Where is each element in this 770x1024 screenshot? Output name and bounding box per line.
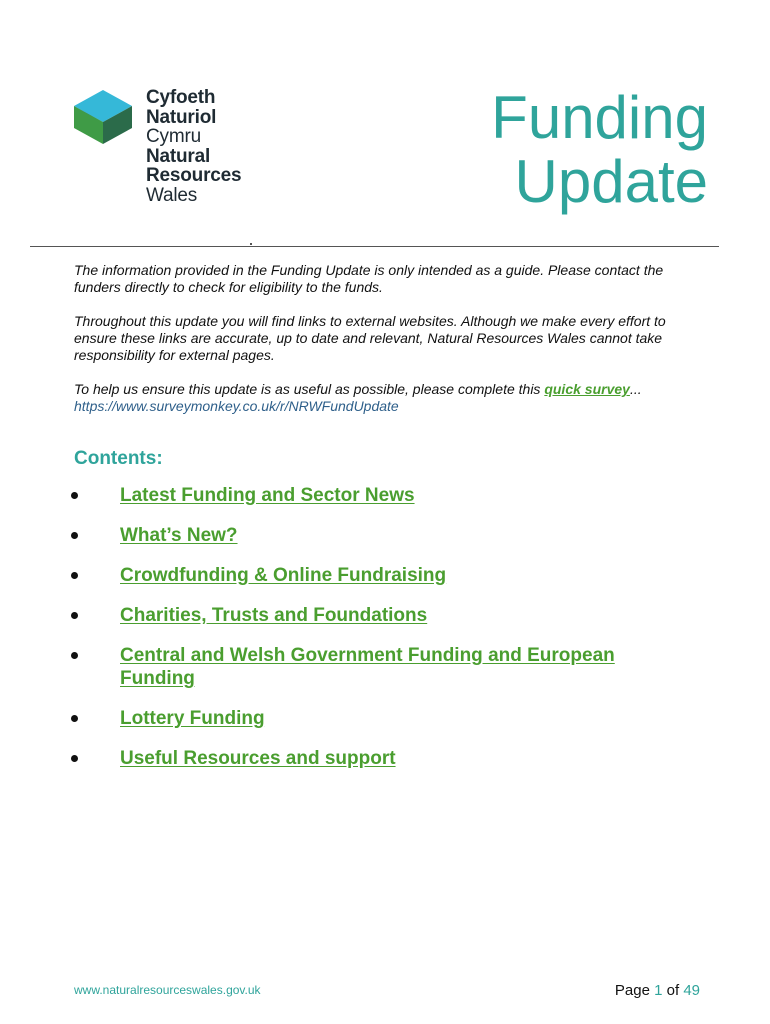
- survey-text: To help us ensure this update is as useful as possible, please complete this: [74, 381, 545, 397]
- intro-paragraph-links: Throughout this update you will find links to external websites. Although we make every effort to ensure these links are accurate, up to date and relevant, Natural Resources Wales cannot take responsibility for external pages.: [74, 313, 666, 363]
- logo-line-resources: Resources: [146, 165, 242, 186]
- bullet-icon: [71, 572, 78, 579]
- intro-section: [74, 262, 694, 432]
- logo-line-natural: Natural: [146, 145, 211, 167]
- title-line-1: Funding: [491, 84, 708, 151]
- bullet-icon: [71, 652, 78, 659]
- nrw-logo: [72, 88, 272, 208]
- nrw-logo-mark-icon: [72, 88, 134, 146]
- toc-link-government-funding[interactable]: Central and Welsh Government Funding and European Funding: [120, 645, 615, 689]
- logo-wordmark: [146, 88, 241, 205]
- list-item: [70, 564, 670, 587]
- page-number: [615, 982, 700, 999]
- list-item: [70, 747, 670, 770]
- page-of: of: [666, 982, 680, 999]
- logo-line-cyfoeth: Cyfoeth: [146, 87, 216, 108]
- page-title: [491, 86, 708, 214]
- logo-line-cymru: Cymru: [146, 126, 201, 147]
- list-item: [70, 707, 670, 730]
- bullet-icon: [71, 612, 78, 619]
- page-total: 49: [683, 982, 700, 999]
- header-divider: [30, 246, 719, 247]
- page-label: Page: [614, 982, 650, 999]
- intro-paragraph-guide: The information provided in the Funding Update is only intended as a guide. Please contact the funders directly to check for eligibility to the funds.: [74, 262, 664, 295]
- bullet-icon: [71, 715, 78, 722]
- toc-link-latest-funding[interactable]: Latest Funding and Sector News: [120, 485, 415, 506]
- list-item: [70, 644, 670, 690]
- survey-url[interactable]: https://www.surveymonkey.co.uk/r/NRWFundUpdate: [74, 398, 399, 414]
- contents-heading: Contents:: [74, 448, 163, 469]
- logo-line-naturiol: Naturiol: [146, 106, 217, 128]
- quick-survey-link[interactable]: quick survey: [544, 381, 630, 397]
- survey-ellipsis: ...: [629, 381, 642, 397]
- toc-link-charities[interactable]: Charities, Trusts and Foundations: [120, 605, 428, 626]
- bullet-icon: [71, 755, 78, 762]
- bullet-icon: [71, 492, 78, 499]
- title-line-2: Update: [514, 148, 708, 215]
- toc-link-crowdfunding[interactable]: Crowdfunding & Online Fundraising: [120, 565, 447, 586]
- list-item: [70, 484, 670, 507]
- list-item: [70, 524, 670, 547]
- divider-mark: [250, 243, 252, 245]
- logo-line-wales: Wales: [146, 184, 198, 206]
- toc-link-lottery[interactable]: Lottery Funding: [120, 708, 265, 729]
- toc-link-resources[interactable]: Useful Resources and support: [120, 748, 396, 769]
- intro-paragraph-survey: [74, 381, 694, 415]
- bullet-icon: [71, 532, 78, 539]
- contents-list: [70, 484, 670, 787]
- toc-link-whats-new[interactable]: What’s New?: [120, 525, 238, 546]
- footer-website[interactable]: www.naturalresourceswales.gov.uk: [74, 983, 261, 997]
- list-item: [70, 604, 670, 627]
- page-current: 1: [654, 982, 663, 999]
